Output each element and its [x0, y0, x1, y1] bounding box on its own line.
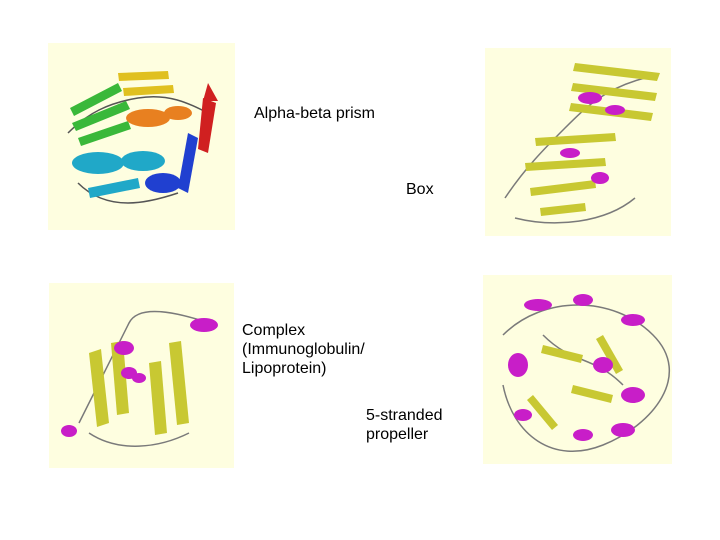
protein-image-complex — [49, 283, 234, 468]
protein-image-alpha-beta-prism — [48, 43, 235, 230]
label-5-stranded-propeller: 5-stranded propeller — [366, 407, 443, 443]
protein-image-box — [485, 48, 671, 236]
protein-image-5-stranded-propeller — [483, 275, 672, 464]
label-complex: Complex (Immunoglobulin/ Lipoprotein) — [242, 322, 365, 377]
label-box: Box — [406, 181, 434, 198]
label-alpha-beta-prism: Alpha-beta prism — [254, 105, 375, 122]
